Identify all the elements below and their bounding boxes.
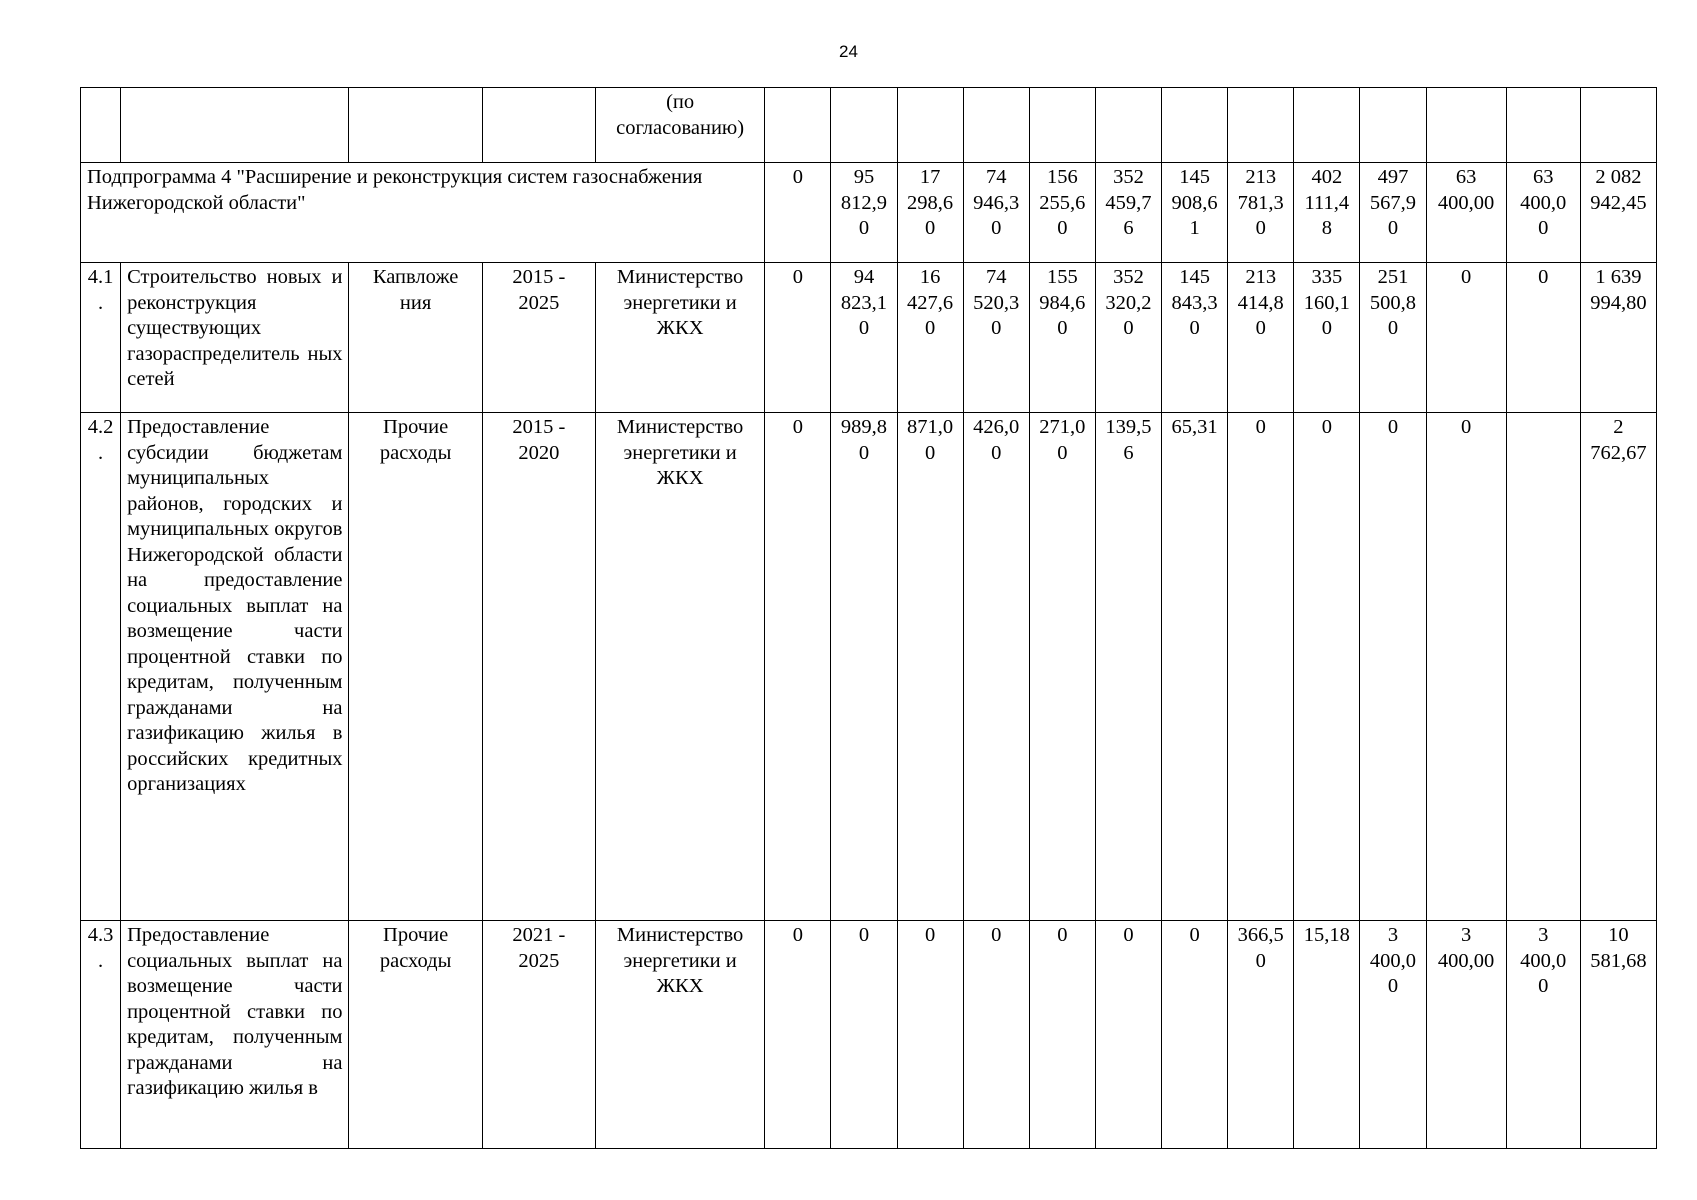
- measure-value: 155 984,6 0: [1029, 263, 1095, 413]
- cont-value-cell: [1506, 88, 1580, 163]
- measure-value: 10 581,68: [1580, 921, 1656, 1149]
- subprogram-value: 95 812,9 0: [831, 163, 897, 263]
- measure-value: 94 823,1 0: [831, 263, 897, 413]
- cont-executor-note: (по согласованию): [616, 91, 745, 139]
- measure-row: [81, 921, 1657, 1149]
- continuation-row: [81, 88, 1657, 163]
- subprogram-value: 63 400,00: [1426, 163, 1506, 263]
- measure-value: 0: [1162, 921, 1228, 1149]
- measure-name: Предоставление социальных выплат на возмещение части процентной ставки по кредитам, полученным гражданами на газификацию жилья в: [121, 921, 349, 1149]
- measure-value: 0: [1360, 413, 1426, 921]
- measure-value: 0: [1426, 263, 1506, 413]
- cont-value-cell: [1162, 88, 1228, 163]
- measure-value: 335 160,1 0: [1294, 263, 1360, 413]
- cont-expense-type-cell: [349, 88, 482, 163]
- measure-period: 2021 - 2025: [482, 921, 595, 1149]
- measure-number: 4.2 .: [81, 413, 121, 921]
- measure-value: 16 427,6 0: [897, 263, 963, 413]
- measure-value: 0: [1426, 413, 1506, 921]
- measure-value: 0: [1029, 921, 1095, 1149]
- measure-value: 74 520,3 0: [963, 263, 1029, 413]
- measure-value: 3 400,00: [1426, 921, 1506, 1149]
- measure-expense-type: Прочие расходы: [349, 921, 482, 1149]
- subprogram-title: Подпрограмма 4 "Расширение и реконструкция систем газоснабжения Нижегородской области": [81, 163, 765, 263]
- cont-value-cell: [1360, 88, 1426, 163]
- measure-value: 0: [1095, 921, 1161, 1149]
- cont-value-cell: [897, 88, 963, 163]
- cont-name-cell: [121, 88, 349, 163]
- page-number: 24: [839, 42, 858, 61]
- measure-value: 3 400,0 0: [1360, 921, 1426, 1149]
- measure-expense-type: Прочие расходы: [349, 413, 482, 921]
- measure-value: 366,5 0: [1228, 921, 1294, 1149]
- measure-value: 213 414,8 0: [1228, 263, 1294, 413]
- cont-executor-cell: [595, 88, 764, 163]
- measure-value: 1 639 994,80: [1580, 263, 1656, 413]
- cont-value-cell: [1228, 88, 1294, 163]
- measure-executor: Министерство энергетики и ЖКХ: [595, 413, 764, 921]
- cont-value-cell: [1095, 88, 1161, 163]
- subprogram-value: 17 298,6 0: [897, 163, 963, 263]
- measure-value: 65,31: [1162, 413, 1228, 921]
- measure-executor: Министерство энергетики и ЖКХ: [595, 263, 764, 413]
- cont-value-cell: [1294, 88, 1360, 163]
- subprogram-value: 2 082 942,45: [1580, 163, 1656, 263]
- measure-name: Строительство новых и реконструкция существующих газораспределитель ных сетей: [121, 263, 349, 413]
- measure-value: 352 320,2 0: [1095, 263, 1161, 413]
- subprogram-value: 497 567,9 0: [1360, 163, 1426, 263]
- cont-value-cell: [1580, 88, 1656, 163]
- cont-value-cell: [963, 88, 1029, 163]
- measure-value: 15,18: [1294, 921, 1360, 1149]
- cont-value-cell: [1426, 88, 1506, 163]
- cont-value-cell: [765, 88, 831, 163]
- measure-value: 271,0 0: [1029, 413, 1095, 921]
- measure-value: 139,5 6: [1095, 413, 1161, 921]
- measure-value: 871,0 0: [897, 413, 963, 921]
- subprogram-value: 352 459,7 6: [1095, 163, 1161, 263]
- cont-num-cell: [81, 88, 121, 163]
- subprogram-value: 145 908,6 1: [1162, 163, 1228, 263]
- measure-row: [81, 413, 1657, 921]
- measure-value: 0: [1294, 413, 1360, 921]
- measure-value: 0: [897, 921, 963, 1149]
- measure-value: 0: [765, 413, 831, 921]
- measure-value: 0: [765, 921, 831, 1149]
- measure-period: 2015 - 2025: [482, 263, 595, 413]
- measure-value: 0: [1228, 413, 1294, 921]
- measure-value: 426,0 0: [963, 413, 1029, 921]
- measure-expense-type: Капвложе ния: [349, 263, 482, 413]
- subprogram-value: 156 255,6 0: [1029, 163, 1095, 263]
- subprogram-value: 74 946,3 0: [963, 163, 1029, 263]
- subprogram-value: 213 781,3 0: [1228, 163, 1294, 263]
- measure-value: 251 500,8 0: [1360, 263, 1426, 413]
- measure-value: 989,8 0: [831, 413, 897, 921]
- subprogram-value: 63 400,0 0: [1506, 163, 1580, 263]
- measure-value: [1506, 413, 1580, 921]
- measure-value: 3 400,0 0: [1506, 921, 1580, 1149]
- measure-value: 0: [765, 263, 831, 413]
- budget-table: [80, 87, 1657, 1149]
- subprogram-value: 402 111,4 8: [1294, 163, 1360, 263]
- measure-period: 2015 - 2020: [482, 413, 595, 921]
- measure-executor: Министерство энергетики и ЖКХ: [595, 921, 764, 1149]
- measure-name: Предоставление субсидии бюджетам муниципальных районов, городских и муниципальных округов Нижегородской области на предоставление социальных выплат на возмещение части процентной ставки по кредитам, полученным гражданами на газификацию жилья в российских кредитных организациях: [121, 413, 349, 921]
- measure-row: [81, 263, 1657, 413]
- measure-value: 2 762,67: [1580, 413, 1656, 921]
- cont-value-cell: [1029, 88, 1095, 163]
- measure-value: 145 843,3 0: [1162, 263, 1228, 413]
- cont-value-cell: [831, 88, 897, 163]
- measure-number: 4.1 .: [81, 263, 121, 413]
- subprogram-row: [81, 163, 1657, 263]
- measure-value: 0: [963, 921, 1029, 1149]
- cont-period-cell: [482, 88, 595, 163]
- measure-number: 4.3 .: [81, 921, 121, 1149]
- measure-value: 0: [1506, 263, 1580, 413]
- measure-value: 0: [831, 921, 897, 1149]
- subprogram-value: 0: [765, 163, 831, 263]
